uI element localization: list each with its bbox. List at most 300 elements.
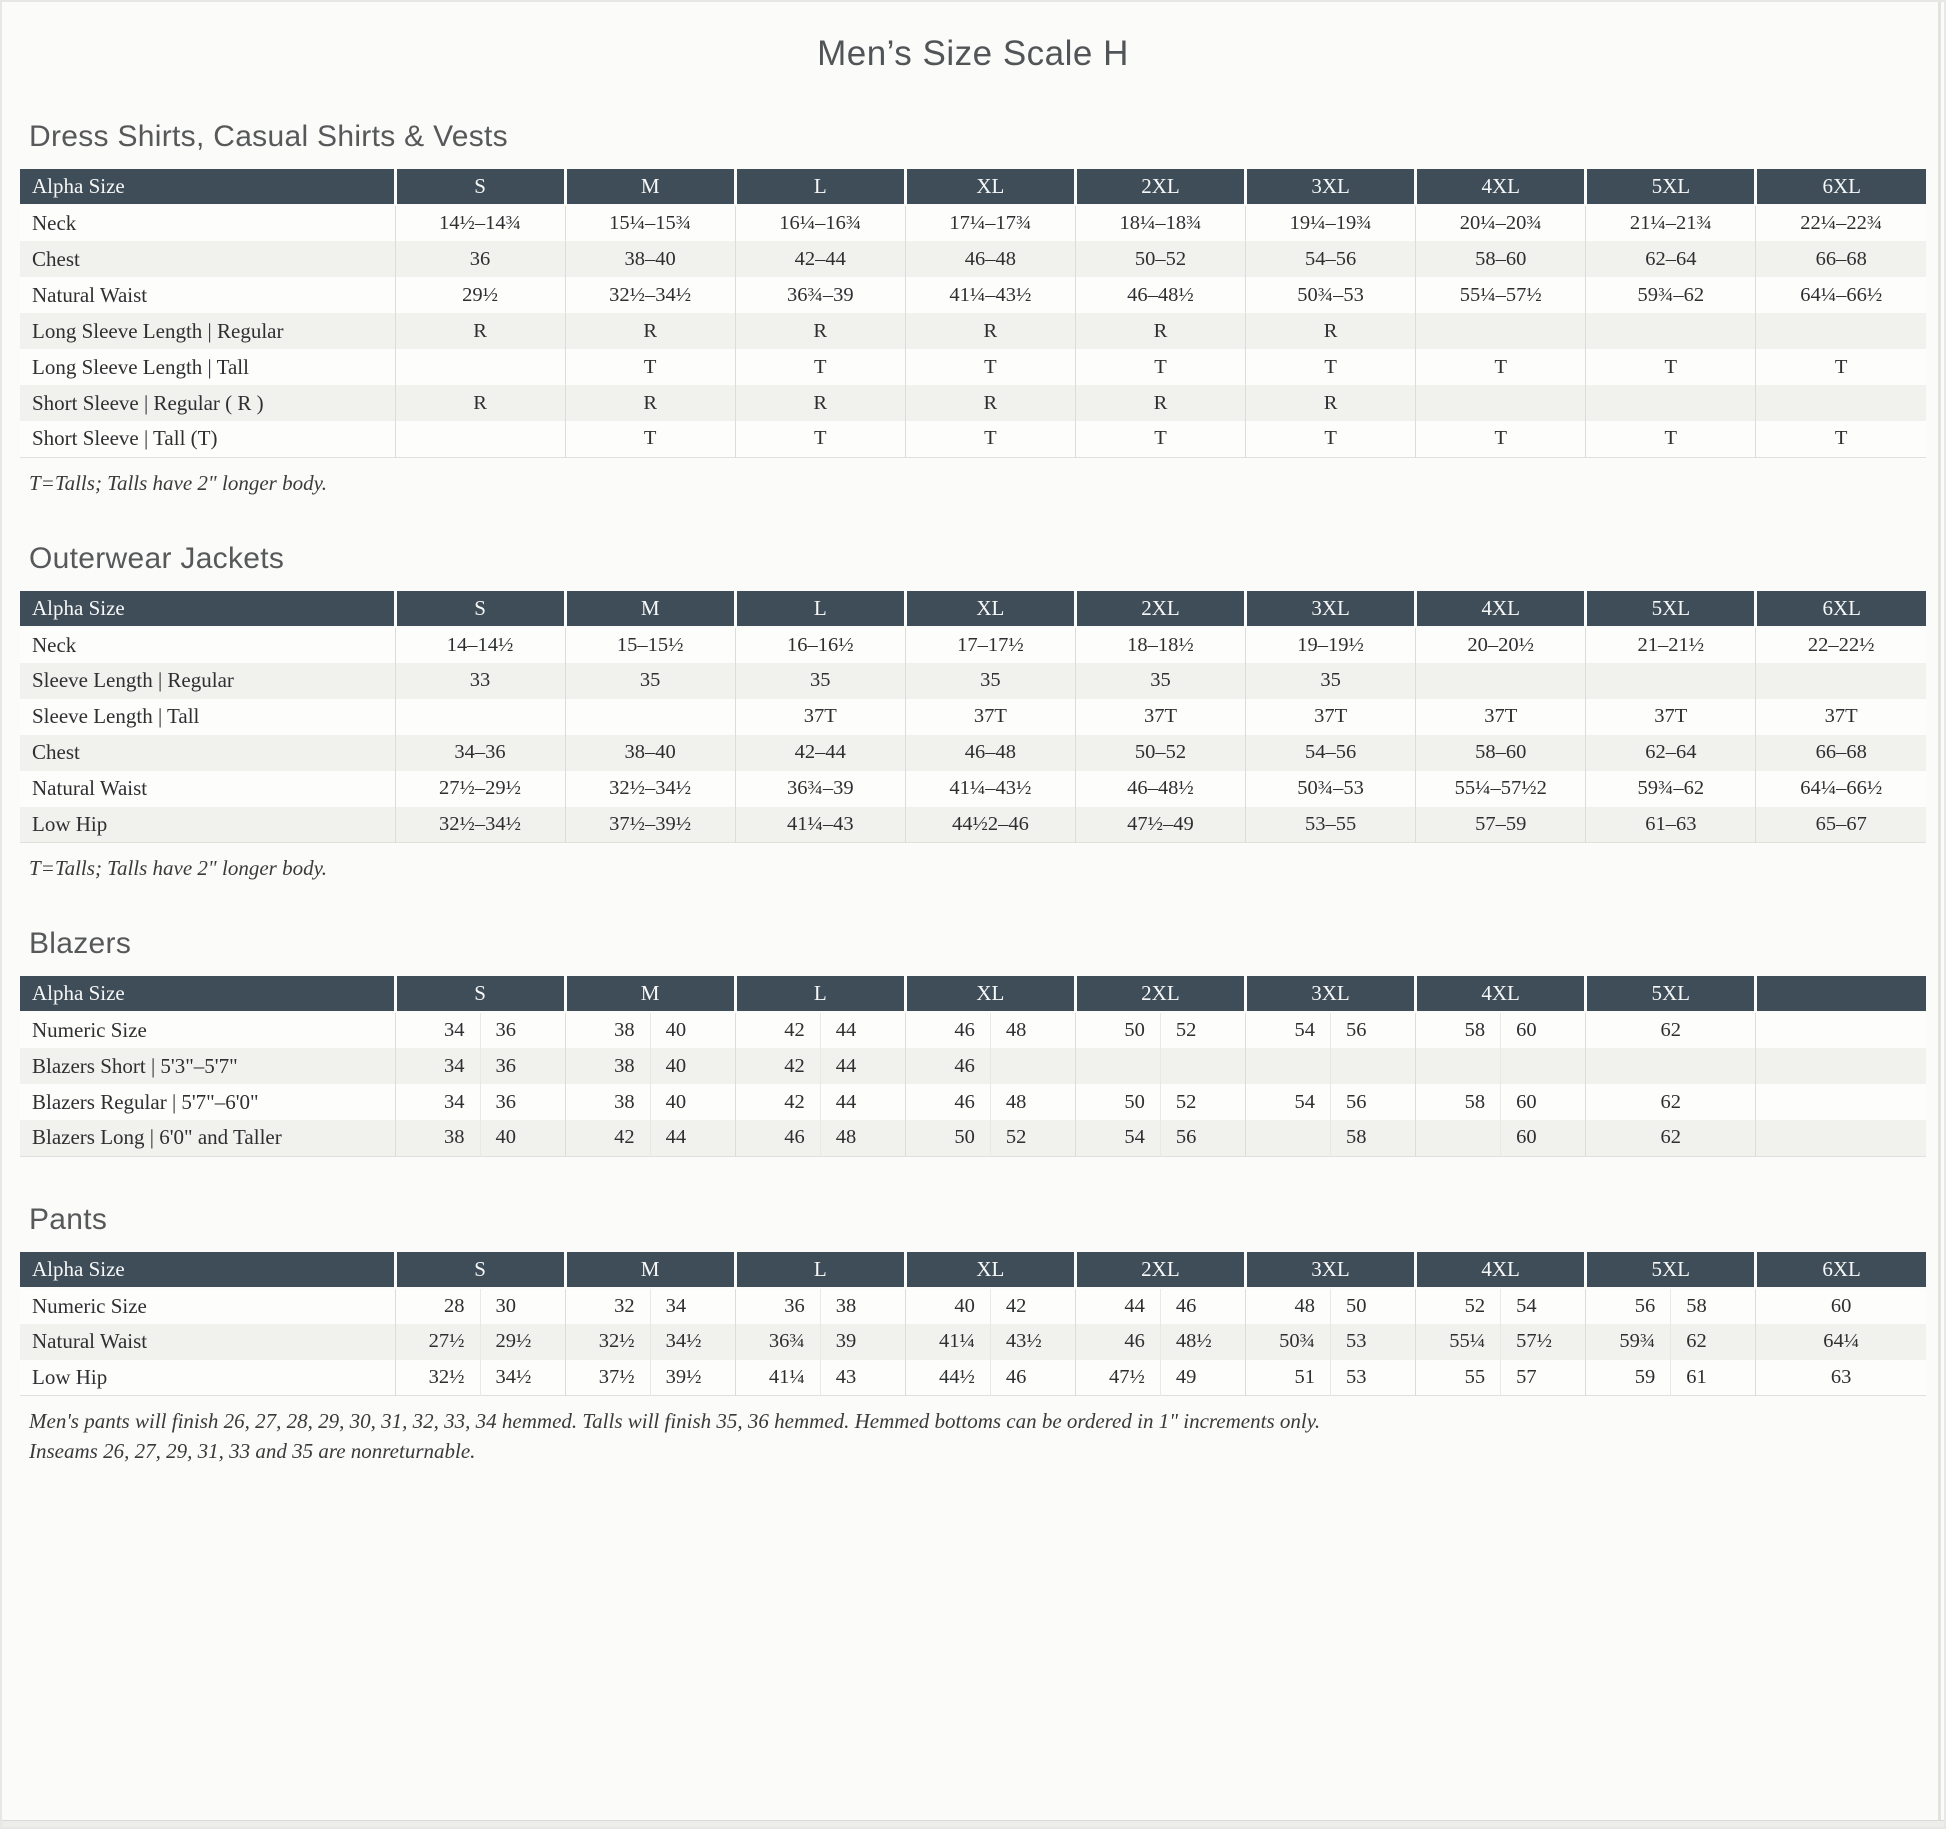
size-cell: 37T: [1756, 699, 1926, 735]
section-heading: Outerwear Jackets: [29, 541, 285, 575]
size-cell: T: [1075, 349, 1245, 385]
size-cell: 57–59: [1416, 807, 1586, 843]
size-cell: 32½–34½: [565, 771, 735, 807]
size-cell: 61: [1671, 1360, 1756, 1396]
size-cell: 58: [1331, 1120, 1416, 1156]
size-cell: R: [905, 313, 1075, 349]
size-cell: 46: [735, 1120, 820, 1156]
size-cell: 46: [905, 1084, 990, 1120]
table-row: [20, 385, 1926, 421]
size-cell: 40: [650, 1084, 735, 1120]
size-cell: 50¾: [1245, 1324, 1330, 1360]
size-cell: 50¾–53: [1246, 277, 1416, 313]
sections-container: [20, 120, 1926, 1464]
section-pants: [20, 1203, 1926, 1465]
size-cell: 18–18½: [1075, 627, 1245, 663]
size-cell: 19¼–19¾: [1246, 205, 1416, 241]
size-cell: 46–48½: [1075, 277, 1245, 313]
size-cell: 55¼–57½2: [1416, 771, 1586, 807]
size-cell: 61–63: [1586, 807, 1756, 843]
section-heading: Blazers: [29, 927, 132, 960]
size-cell: 17–17½: [905, 627, 1075, 663]
table-footnote: Inseams 26, 27, 29, 31, 33 and 35 are nonreturnable.: [29, 1439, 476, 1463]
size-cell: 37T: [905, 699, 1075, 735]
table-row: [20, 663, 1926, 699]
size-cell: T: [1416, 421, 1586, 457]
column-header: 6XL: [1756, 591, 1926, 627]
size-cell: 53: [1331, 1360, 1416, 1396]
size-cell: 18¼–18¾: [1075, 205, 1245, 241]
size-cell: 54: [1501, 1288, 1586, 1324]
table-row: [20, 241, 1926, 277]
size-cell: 38–40: [565, 241, 735, 277]
column-header: L: [735, 976, 905, 1012]
size-cell: 54: [1245, 1012, 1330, 1048]
size-cell: T: [905, 349, 1075, 385]
size-cell: 58: [1416, 1084, 1501, 1120]
size-cell: 20–20½: [1416, 627, 1586, 663]
size-cell: 41¼–43½: [905, 771, 1075, 807]
row-label: Low Hip: [32, 1364, 108, 1389]
size-cell: 39: [820, 1324, 905, 1360]
section-outerwear-jackets: [20, 542, 1926, 882]
size-cell: 50: [905, 1120, 990, 1156]
size-cell: 37T: [1586, 699, 1756, 735]
table-footnote: Men's pants will finish 26, 27, 28, 29, 30, 31, 32, 33, 34 hemmed. Talls will finish 35, 36 hemmed. Hemmed bottoms can be ordered in 1" increments only.: [29, 1409, 1321, 1433]
row-label: Low Hip: [32, 811, 108, 836]
header-row: [20, 976, 1926, 1012]
size-cell: T: [1246, 349, 1416, 385]
size-cell: 37T: [1416, 699, 1586, 735]
size-cell: T: [1586, 349, 1756, 385]
column-header: L: [735, 1252, 905, 1288]
row-label: Numeric Size: [32, 1293, 147, 1318]
size-cell: 57½: [1501, 1324, 1586, 1360]
size-cell: 47½: [1075, 1360, 1160, 1396]
table-row: [20, 1360, 1926, 1396]
column-header: 6XL: [1756, 1252, 1926, 1288]
size-cell: T: [565, 349, 735, 385]
size-cell: 48: [990, 1084, 1075, 1120]
size-cell: 50¾–53: [1246, 771, 1416, 807]
size-cell: 52: [1416, 1288, 1501, 1324]
size-cell: 66–68: [1756, 735, 1926, 771]
size-cell: 46: [905, 1012, 990, 1048]
row-label: Blazers Long | 6'0" and Taller: [32, 1125, 282, 1150]
section-blazers: [20, 927, 1926, 1157]
size-cell: 58: [1671, 1288, 1756, 1324]
size-cell: 54: [1245, 1084, 1330, 1120]
size-cell: [1586, 385, 1756, 421]
size-cell: 44: [650, 1120, 735, 1156]
size-cell: 15¼–15¾: [565, 205, 735, 241]
column-header: 5XL: [1586, 591, 1756, 627]
table-footnote: T=Talls; Talls have 2" longer body.: [29, 470, 327, 495]
size-cell: [1416, 385, 1586, 421]
section-heading: Dress Shirts, Casual Shirts & Vests: [29, 120, 508, 153]
size-cell: T: [1416, 349, 1586, 385]
row-label: Chest: [32, 246, 80, 271]
size-cell: 49: [1160, 1360, 1245, 1396]
size-cell: [1756, 1048, 1926, 1084]
size-cell: 14–14½: [395, 627, 565, 663]
size-cell: 20¼–20¾: [1416, 205, 1586, 241]
size-cell: T: [905, 421, 1075, 457]
size-cell: 53–55: [1246, 807, 1416, 843]
column-header: 2XL: [1075, 591, 1245, 627]
size-cell: 40: [480, 1120, 565, 1156]
size-cell: T: [565, 421, 735, 457]
size-cell: 50–52: [1075, 241, 1245, 277]
column-header: M: [565, 591, 735, 627]
size-cell: 42: [735, 1084, 820, 1120]
row-label: Blazers Short | 5'3"–5'7": [32, 1053, 238, 1078]
size-cell: [1586, 313, 1756, 349]
table-row: [20, 313, 1926, 349]
size-cell: R: [735, 385, 905, 421]
column-header: S: [395, 1252, 565, 1288]
size-cell: 37T: [1075, 699, 1245, 735]
section-dress-shirts-casual-shirts-vests: [20, 120, 1926, 496]
size-cell: 32½: [565, 1324, 650, 1360]
size-cell: 36: [480, 1012, 565, 1048]
size-cell: 42: [990, 1288, 1075, 1324]
size-cell: 62: [1586, 1084, 1756, 1120]
size-cell: 44½: [905, 1360, 990, 1396]
size-cell: 22–22½: [1756, 627, 1926, 663]
size-cell: 38: [565, 1084, 650, 1120]
size-cell: [1160, 1048, 1245, 1084]
size-cell: 51: [1245, 1360, 1330, 1396]
row-label: Numeric Size: [32, 1018, 147, 1042]
size-cell: 65–67: [1756, 807, 1926, 843]
size-cell: [1756, 313, 1926, 349]
size-cell: 56: [1160, 1120, 1245, 1156]
size-cell: 36¾: [735, 1324, 820, 1360]
size-cell: [1756, 385, 1926, 421]
size-cell: 66–68: [1756, 241, 1926, 277]
size-cell: [1756, 1012, 1926, 1048]
size-cell: 50: [1331, 1288, 1416, 1324]
size-cell: 29½: [395, 277, 565, 313]
section-heading: Pants: [29, 1202, 108, 1236]
column-header: S: [395, 169, 565, 205]
size-table: [20, 591, 1926, 844]
table-footnote: T=Talls; Talls have 2" longer body.: [29, 856, 327, 880]
column-header: [1756, 976, 1926, 1012]
size-cell: 35: [1075, 663, 1245, 699]
size-cell: 34½: [650, 1324, 735, 1360]
column-header: 5XL: [1586, 1252, 1756, 1288]
size-cell: [565, 699, 735, 735]
size-cell: 46–48: [905, 241, 1075, 277]
bottom-edge-strip: [2, 1820, 1944, 1827]
size-cell: 62–64: [1586, 241, 1756, 277]
row-label: Sleeve Length | Regular: [32, 668, 234, 692]
size-cell: 27½–29½: [395, 771, 565, 807]
size-cell: 62–64: [1586, 735, 1756, 771]
size-cell: 46–48: [905, 735, 1075, 771]
size-cell: R: [905, 385, 1075, 421]
size-cell: 54: [1075, 1120, 1160, 1156]
size-cell: R: [1075, 385, 1245, 421]
size-cell: 38–40: [565, 735, 735, 771]
size-cell: 48: [990, 1012, 1075, 1048]
size-cell: 62: [1671, 1324, 1756, 1360]
size-cell: R: [395, 313, 565, 349]
column-header: 5XL: [1586, 169, 1756, 205]
size-cell: T: [1756, 421, 1926, 457]
size-cell: 46: [1075, 1324, 1160, 1360]
size-cell: 60: [1756, 1288, 1926, 1324]
size-cell: 28: [395, 1288, 480, 1324]
size-cell: 50: [1075, 1084, 1160, 1120]
size-cell: T: [1756, 349, 1926, 385]
column-header: XL: [905, 169, 1075, 205]
size-cell: 46–48½: [1075, 771, 1245, 807]
row-label: Long Sleeve Length | Regular: [32, 318, 284, 343]
table-row: [20, 699, 1926, 735]
size-cell: [1416, 313, 1586, 349]
size-cell: 54–56: [1246, 735, 1416, 771]
size-cell: 34: [395, 1048, 480, 1084]
size-cell: R: [565, 385, 735, 421]
column-header: 2XL: [1075, 169, 1245, 205]
size-cell: 58–60: [1416, 241, 1586, 277]
column-header: XL: [905, 976, 1075, 1012]
size-cell: 40: [905, 1288, 990, 1324]
size-cell: 59¾: [1586, 1324, 1671, 1360]
table-row: [20, 277, 1926, 313]
column-header: 3XL: [1245, 976, 1415, 1012]
size-cell: R: [1075, 313, 1245, 349]
size-cell: T: [735, 349, 905, 385]
column-header: S: [395, 591, 565, 627]
size-cell: T: [1246, 421, 1416, 457]
row-label: Chest: [32, 740, 80, 764]
size-cell: 42–44: [735, 241, 905, 277]
size-cell: 41¼–43½: [905, 277, 1075, 313]
size-cell: 22¼–22¾: [1756, 205, 1926, 241]
size-cell: 34: [395, 1084, 480, 1120]
size-cell: 62: [1586, 1012, 1756, 1048]
column-header: XL: [905, 591, 1075, 627]
row-label: Blazers Regular | 5'7"–6'0": [32, 1089, 259, 1114]
size-cell: 44: [820, 1084, 905, 1120]
row-label: Natural Waist: [32, 776, 148, 800]
size-cell: T: [735, 421, 905, 457]
size-cell: R: [735, 313, 905, 349]
column-header-label: Alpha Size: [20, 591, 395, 627]
size-cell: [395, 349, 565, 385]
size-cell: 40: [650, 1012, 735, 1048]
column-header: 4XL: [1416, 169, 1586, 205]
column-header: M: [565, 1252, 735, 1288]
size-cell: 35: [905, 663, 1075, 699]
table-row: [20, 735, 1926, 771]
size-cell: 64¼: [1756, 1324, 1926, 1360]
size-cell: 50–52: [1075, 735, 1245, 771]
size-cell: 52: [990, 1120, 1075, 1156]
row-label: Long Sleeve Length | Tall: [32, 354, 249, 379]
size-cell: [1586, 1048, 1756, 1084]
column-header: 3XL: [1246, 591, 1416, 627]
size-cell: [1756, 1084, 1926, 1120]
size-cell: 44½2–46: [905, 807, 1075, 843]
size-cell: 38: [565, 1048, 650, 1084]
table-row: [20, 1012, 1926, 1048]
size-cell: [1586, 663, 1756, 699]
size-cell: 60: [1501, 1120, 1586, 1156]
size-cell: 52: [1160, 1084, 1245, 1120]
table-row: [20, 421, 1926, 457]
size-cell: 36: [395, 241, 565, 277]
size-cell: 40: [650, 1048, 735, 1084]
size-cell: 32½–34½: [565, 277, 735, 313]
size-cell: 60: [1501, 1012, 1586, 1048]
size-cell: 32: [565, 1288, 650, 1324]
table-row: [20, 1048, 1926, 1084]
column-header: 2XL: [1075, 976, 1245, 1012]
column-header-label: Alpha Size: [20, 976, 395, 1012]
table-row: [20, 771, 1926, 807]
size-cell: 21¼–21¾: [1586, 205, 1756, 241]
size-cell: 43: [820, 1360, 905, 1396]
size-cell: 38: [395, 1120, 480, 1156]
column-header: S: [395, 976, 565, 1012]
table-row: [20, 1120, 1926, 1156]
size-cell: 39½: [650, 1360, 735, 1396]
size-cell: 56: [1586, 1288, 1671, 1324]
size-cell: 59¾–62: [1586, 771, 1756, 807]
size-cell: 54–56: [1246, 241, 1416, 277]
size-cell: R: [395, 385, 565, 421]
column-header: 4XL: [1416, 976, 1586, 1012]
size-cell: 32½–34½: [395, 807, 565, 843]
size-cell: T: [1586, 421, 1756, 457]
size-cell: 64¼–66½: [1756, 277, 1926, 313]
row-label: Natural Waist: [32, 282, 148, 307]
size-cell: 55¼–57½: [1416, 277, 1586, 313]
size-cell: 36: [480, 1084, 565, 1120]
size-cell: [1416, 1120, 1501, 1156]
size-cell: [1245, 1120, 1330, 1156]
column-header: L: [735, 591, 905, 627]
size-cell: 56: [1331, 1012, 1416, 1048]
table-row: [20, 627, 1926, 663]
size-cell: 62: [1586, 1120, 1756, 1156]
size-cell: 29½: [480, 1324, 565, 1360]
size-cell: 57: [1501, 1360, 1586, 1396]
size-cell: 16–16½: [735, 627, 905, 663]
size-cell: 48: [1245, 1288, 1330, 1324]
header-row: [20, 591, 1926, 627]
size-cell: T: [1075, 421, 1245, 457]
size-cell: 37T: [1246, 699, 1416, 735]
column-header-label: Alpha Size: [20, 169, 395, 205]
size-cell: 56: [1331, 1084, 1416, 1120]
size-cell: 33: [395, 663, 565, 699]
column-header-label: Alpha Size: [20, 1252, 395, 1288]
size-cell: 48½: [1160, 1324, 1245, 1360]
size-cell: 34½: [480, 1360, 565, 1396]
size-cell: 42: [735, 1048, 820, 1084]
size-cell: 36: [735, 1288, 820, 1324]
size-cell: 48: [820, 1120, 905, 1156]
size-cell: 34: [395, 1012, 480, 1048]
table-row: [20, 1288, 1926, 1324]
table-row: [20, 349, 1926, 385]
size-cell: [1416, 1048, 1501, 1084]
size-table: [20, 976, 1926, 1157]
size-cell: 47½–49: [1075, 807, 1245, 843]
size-table: [20, 1252, 1926, 1397]
size-cell: [1416, 663, 1586, 699]
size-cell: 59: [1586, 1360, 1671, 1396]
size-cell: [395, 699, 565, 735]
size-cell: 46: [1160, 1288, 1245, 1324]
size-cell: 46: [905, 1048, 990, 1084]
size-cell: 58: [1416, 1012, 1501, 1048]
size-cell: 44: [1075, 1288, 1160, 1324]
size-cell: 50: [1075, 1012, 1160, 1048]
size-cell: 42: [565, 1120, 650, 1156]
size-cell: 36¾–39: [735, 771, 905, 807]
size-cell: 16¼–16¾: [735, 205, 905, 241]
row-label: Natural Waist: [32, 1329, 148, 1353]
column-header: 3XL: [1245, 1252, 1415, 1288]
size-cell: [1245, 1048, 1330, 1084]
column-header: L: [735, 169, 905, 205]
size-cell: 15–15½: [565, 627, 735, 663]
size-cell: 35: [735, 663, 905, 699]
size-cell: 38: [565, 1012, 650, 1048]
size-cell: R: [1246, 385, 1416, 421]
size-cell: 27½: [395, 1324, 480, 1360]
size-cell: 55¼: [1416, 1324, 1501, 1360]
size-cell: 30: [480, 1288, 565, 1324]
right-edge-strip: [1938, 2, 1941, 1827]
size-cell: 63: [1756, 1360, 1926, 1396]
size-cell: 21–21½: [1586, 627, 1756, 663]
table-row: [20, 1324, 1926, 1360]
size-cell: 44: [820, 1048, 905, 1084]
size-cell: [1756, 663, 1926, 699]
size-cell: 19–19½: [1246, 627, 1416, 663]
table-row: [20, 807, 1926, 843]
size-cell: [990, 1048, 1075, 1084]
header-row: [20, 1252, 1926, 1288]
size-cell: 36: [480, 1048, 565, 1084]
table-row: [20, 205, 1926, 241]
size-cell: 42: [735, 1012, 820, 1048]
size-cell: 41¼: [735, 1360, 820, 1396]
size-cell: 43½: [990, 1324, 1075, 1360]
header-row: [20, 169, 1926, 205]
row-label: Sleeve Length | Tall: [32, 704, 200, 728]
size-cell: 34–36: [395, 735, 565, 771]
column-header: M: [565, 976, 735, 1012]
size-cell: R: [1246, 313, 1416, 349]
size-cell: 52: [1160, 1012, 1245, 1048]
size-cell: 60: [1501, 1084, 1586, 1120]
size-cell: 59¾–62: [1586, 277, 1756, 313]
table-row: [20, 1084, 1926, 1120]
size-cell: 14½–14¾: [395, 205, 565, 241]
size-cell: 41¼: [905, 1324, 990, 1360]
size-cell: 53: [1331, 1324, 1416, 1360]
column-header: M: [565, 169, 735, 205]
